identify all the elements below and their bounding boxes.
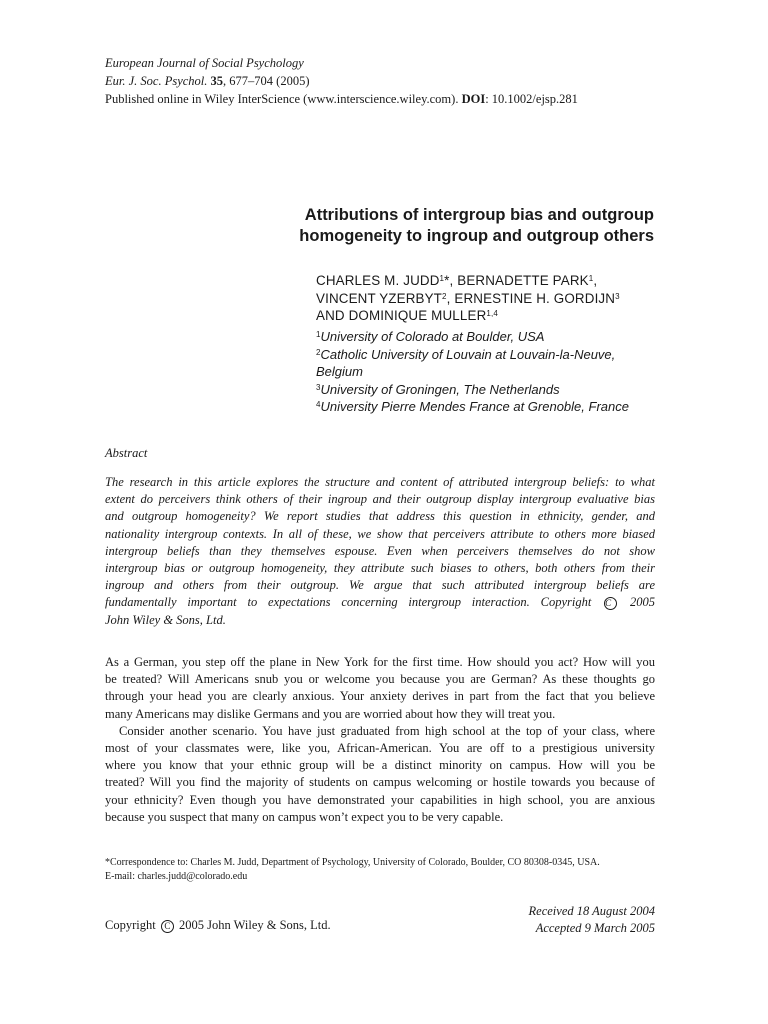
author-gordijn-sup: 3	[615, 291, 620, 301]
abstract-line: nationality intergroup contexts. In all of these, we show that perceivers attribute to others more biased	[105, 526, 655, 541]
correspondence-line-1: *Correspondence to: Charles M. Judd, Department of Psychology, University of Colorado, Boulder, CO 80308-0345, USA.	[105, 857, 600, 868]
author-line-2	[316, 290, 696, 308]
abstract-line: intergroup beliefs than they themselves espouse. Even when perceivers themselves do not show	[105, 543, 655, 558]
abstract-copyright-year: 2005	[630, 595, 656, 610]
title-line-1: Attributions of intergroup bias and outgroup	[304, 206, 654, 224]
author-park-sup: 1	[588, 274, 594, 283]
footer-copyright-rest: 2005 John Wiley & Sons, Ltd.	[178, 918, 331, 932]
author-gordijn: ERNESTINE H. GORDIJN	[454, 290, 616, 306]
author-muller-sup: 1,4	[486, 309, 498, 318]
received-dates	[529, 903, 655, 937]
received-date: Received 18 August 2004	[528, 904, 655, 918]
body-line: As a German, you step off the plane in New York for the first time. How should you act? How will you	[105, 655, 655, 669]
correspondence-note	[105, 856, 600, 884]
affiliation-list	[316, 328, 696, 416]
body-line: treated? Will you find the majority of students on campus welcoming or hostile towards you because of	[105, 775, 655, 790]
footer-copyright-prefix: Copyright	[105, 918, 156, 932]
author-judd-star: *,	[444, 273, 458, 288]
abstract-line: John Wiley & Sons, Ltd.	[105, 612, 226, 627]
copyright-icon: C	[161, 920, 174, 933]
abstract-heading: Abstract	[105, 446, 148, 460]
author-judd-sup: 1	[439, 274, 445, 283]
journal-citation	[105, 72, 578, 90]
journal-volume: 35	[210, 74, 224, 88]
article-title	[250, 205, 654, 247]
author-yzerbyt-tail: ,	[446, 290, 455, 306]
affiliation-3-sup: 3	[316, 382, 321, 392]
body-line: your ethnicity? Even though you have demonstrated your capabilities in high school, you are anxious	[105, 792, 655, 807]
author-line-3	[316, 307, 696, 325]
abstract-body	[105, 474, 655, 629]
affiliation-2-text: Catholic University of Louvain at Louvain-la-Neuve,	[320, 346, 616, 362]
body-line: where you know that your ethnic group will be a distinct minority on campus. How will you be	[105, 758, 655, 773]
title-line-2: homogeneity to ingroup and outgroup others	[299, 227, 654, 245]
affiliation-1	[316, 328, 696, 346]
journal-name: European Journal of Social Psychology	[105, 56, 304, 70]
affiliation-3-text: University of Groningen, The Netherlands	[320, 381, 560, 397]
affiliation-1-text: University of Colorado at Boulder, USA	[320, 329, 545, 344]
published-prefix: Published online in Wiley InterScience (www.interscience.wiley.com).	[105, 92, 462, 106]
abstract-line: extent do perceivers think others of their ingroup and their outgroup display intergroup evaluative bias	[105, 492, 655, 507]
journal-abbrev: Eur. J. Soc. Psychol.	[105, 74, 208, 88]
affiliation-3	[316, 381, 696, 399]
abstract-line: ingroup and others from their outgroup. We argue that such attributed intergroup beliefs are	[105, 578, 655, 593]
footer-copyright	[105, 918, 331, 933]
body-line: because you suspect that many on campus won’t expect you to be very capable.	[105, 809, 504, 824]
author-yzerbyt-sup: 2	[442, 291, 447, 301]
affiliation-2-cont	[316, 363, 696, 381]
author-muller: AND DOMINIQUE MULLER	[316, 308, 487, 323]
body-line: Consider another scenario. You have just graduated from high school at the top of your class, where	[119, 723, 655, 738]
body-line: many Americans may dislike Germans and you are worried about how they will treat you.	[105, 706, 556, 721]
affiliation-2-cont-text: Belgium	[316, 364, 363, 379]
affiliation-4	[316, 398, 696, 416]
author-list	[316, 272, 696, 325]
affiliation-2	[316, 346, 696, 364]
body-text	[105, 654, 655, 826]
affiliation-4-text: University Pierre Mendes France at Grenoble, France	[320, 399, 629, 414]
author-park-tail: ,	[593, 273, 598, 288]
author-line-1	[316, 272, 696, 290]
affiliation-4-sup: 4	[316, 400, 321, 409]
abstract-line: and outgroup homogeneity? We report studies that address this question in ethnicity, gender, and	[105, 509, 655, 524]
author-judd: CHARLES M. JUDD	[316, 273, 440, 288]
abstract-line	[105, 594, 655, 611]
abstract-line-text: fundamentally important to expectations concerning intergroup interaction. Copyright	[105, 595, 592, 610]
correspondence-email: E-mail: charles.judd@colorado.edu	[105, 871, 248, 882]
journal-pages: , 677–704 (2005)	[223, 74, 310, 88]
abstract-line: intergroup bias or outgroup homogeneity, they attribute such biases to others, both others from their	[105, 561, 655, 576]
body-line: be treated? Will Americans snub you or welcome you because you are German? As these thoughts go	[105, 672, 655, 687]
accepted-date: Accepted 9 March 2005	[535, 921, 655, 935]
affiliation-1-sup: 1	[316, 330, 321, 339]
copyright-icon: C	[604, 597, 617, 610]
body-line: through your head you are clearly anxious. Your anxiety derives in part from the fact that you believe	[105, 689, 655, 704]
body-line: most of your classmates were, like you, African-American. You are off to a prestigious university	[105, 741, 655, 756]
doi-value: : 10.1002/ejsp.281	[485, 92, 578, 106]
doi-label: DOI	[461, 92, 486, 106]
journal-published-line	[105, 90, 578, 108]
abstract-line: The research in this article explores the structure and content of attributed intergroup beliefs: to what	[105, 475, 655, 489]
affiliation-2-sup: 2	[316, 347, 321, 357]
journal-header	[105, 54, 578, 108]
author-yzerbyt: VINCENT YZERBYT	[316, 290, 443, 306]
author-park: BERNADETTE PARK	[457, 273, 589, 288]
